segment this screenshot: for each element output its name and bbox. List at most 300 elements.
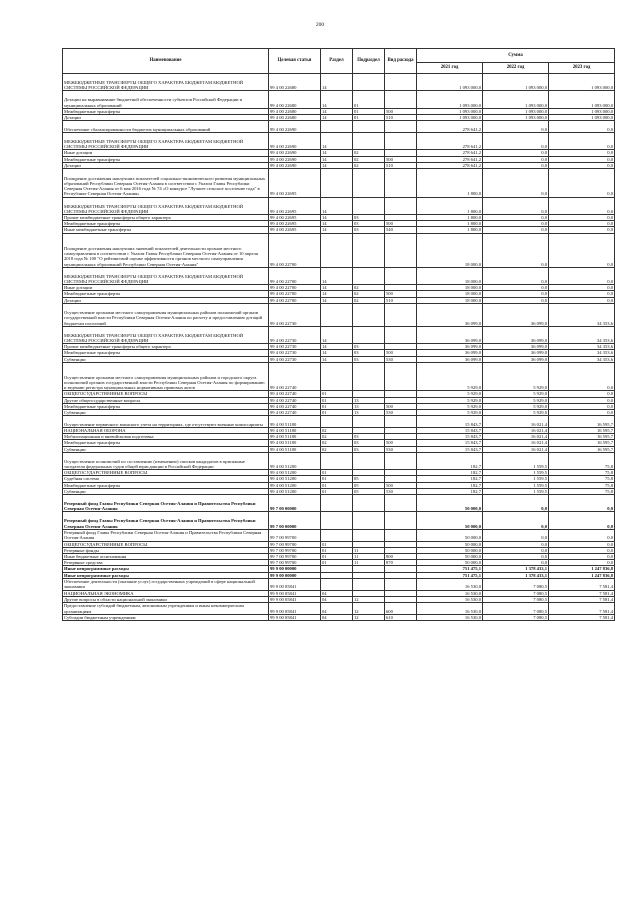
- cell-sum-2022: 1 378 433,1: [483, 572, 549, 578]
- cell-code: 99 7 00 99700: [269, 553, 321, 559]
- cell-sum-2021: 36 099,0: [417, 303, 483, 326]
- cell-subsection: 13: [353, 403, 385, 409]
- cell-name: Дотации: [63, 162, 269, 168]
- cell-section: 14: [321, 114, 353, 120]
- cell-subsection: 02: [353, 291, 385, 297]
- table-row: [63, 233, 615, 267]
- cell-sum-2022: 5 929,0: [483, 397, 549, 403]
- cell-code: 99 4 00 22695: [269, 214, 321, 220]
- cell-sum-2022: 0,0: [483, 156, 549, 162]
- cell-sum-2023: 34 353,6: [549, 326, 615, 343]
- table-row: [63, 121, 615, 133]
- cell-code: 99 7 00 99700: [269, 529, 321, 541]
- cell-section: 02: [321, 440, 353, 446]
- cell-subsection: 03: [353, 446, 385, 452]
- cell-sum-2022: 0,0: [483, 197, 549, 214]
- cell-sum-2022: 0,0: [483, 214, 549, 220]
- cell-code: 99 7 00 00000: [269, 512, 321, 529]
- cell-subsection: [353, 452, 385, 469]
- cell-sum-2022: 0,0: [483, 121, 549, 133]
- cell-sum-2022: 0,0: [483, 553, 549, 559]
- cell-section: 14: [321, 156, 353, 162]
- cell-name: Осуществление полномочий по составлению (изменению) списков кандидатов в присяжные заседатели федеральных судов общей юрисдикции в Российской Федерации: [63, 452, 269, 469]
- cell-sum-2021: 15 843,7: [417, 416, 483, 428]
- cell-sum-2022: 1 093 000,0: [483, 108, 549, 114]
- cell-sum-2022: 36 099,0: [483, 356, 549, 362]
- cell-sum-2023: 75,8: [549, 488, 615, 494]
- cell-section: 14: [321, 267, 353, 284]
- cell-name: ОБЩЕГОСУДАРСТВЕННЫЕ ВОПРОСЫ: [63, 470, 269, 476]
- cell-sum-2021: 1 800,0: [417, 168, 483, 197]
- cell-type: 600: [385, 602, 417, 614]
- cell-section: 14: [321, 356, 353, 362]
- cell-subsection: [353, 578, 385, 590]
- cell-section: [321, 416, 353, 428]
- cell-type: 510: [385, 114, 417, 120]
- cell-code: 99 4 00 22700: [269, 285, 321, 291]
- header-name: Наименование: [63, 49, 269, 74]
- cell-type: [385, 233, 417, 267]
- cell-sum-2022: 1 559,5: [483, 488, 549, 494]
- cell-type: [385, 132, 417, 149]
- cell-sum-2023: 34 353,6: [549, 350, 615, 356]
- cell-code: 99 4 00 22690: [269, 150, 321, 156]
- cell-sum-2022: 1 559,5: [483, 482, 549, 488]
- cell-code: 99 4 00 51200: [269, 452, 321, 469]
- cell-sum-2022: 0,0: [483, 221, 549, 227]
- table-row: [63, 494, 615, 511]
- cell-sum-2021: 16 530,0: [417, 596, 483, 602]
- cell-sum-2023: 7 581,4: [549, 578, 615, 590]
- cell-subsection: [353, 529, 385, 541]
- cell-sum-2022: 5 929,0: [483, 409, 549, 415]
- cell-code: 99 4 00 22730: [269, 344, 321, 350]
- cell-sum-2023: 0,0: [549, 221, 615, 227]
- cell-sum-2022: 1 378 433,1: [483, 566, 549, 572]
- cell-code: 99 4 00 51180: [269, 416, 321, 428]
- cell-sum-2023: 0,0: [549, 132, 615, 149]
- header-sum: Сумма: [417, 49, 615, 63]
- cell-sum-2023: 75,8: [549, 482, 615, 488]
- cell-name: Дотации: [63, 297, 269, 303]
- cell-section: 14: [321, 344, 353, 350]
- cell-code: 99 4 00 51200: [269, 488, 321, 494]
- cell-sum-2023: 0,0: [549, 362, 615, 391]
- cell-subsection: [353, 416, 385, 428]
- cell-sum-2022: 16 021,4: [483, 427, 549, 433]
- budget-table: [62, 48, 615, 621]
- cell-sum-2022: 16 021,4: [483, 446, 549, 452]
- cell-type: 530: [385, 488, 417, 494]
- cell-name: Межбюджетные трансферты: [63, 350, 269, 356]
- cell-sum-2021: 1 093 000,0: [417, 108, 483, 114]
- cell-type: [385, 91, 417, 108]
- cell-subsection: 11: [353, 547, 385, 553]
- cell-sum-2023: 0,0: [549, 512, 615, 529]
- cell-sum-2021: 15 843,7: [417, 446, 483, 452]
- cell-code: 99 9 00 05841: [269, 578, 321, 590]
- cell-type: 500: [385, 403, 417, 409]
- cell-code: 99 4 00 22740: [269, 397, 321, 403]
- cell-section: [321, 529, 353, 541]
- cell-type: 500: [385, 482, 417, 488]
- cell-sum-2023: 0,0: [549, 214, 615, 220]
- cell-type: 530: [385, 446, 417, 452]
- cell-section: [321, 121, 353, 133]
- cell-sum-2021: 278 641,2: [417, 121, 483, 133]
- cell-section: 02: [321, 434, 353, 440]
- cell-sum-2021: 36 099,0: [417, 350, 483, 356]
- header-section: Раздел: [321, 49, 353, 74]
- cell-section: 01: [321, 470, 353, 476]
- cell-sum-2023: 0,0: [549, 197, 615, 214]
- cell-type: [385, 512, 417, 529]
- cell-sum-2022: 0,0: [483, 267, 549, 284]
- cell-type: 530: [385, 356, 417, 362]
- cell-sum-2023: 0,0: [549, 227, 615, 233]
- cell-section: 01: [321, 403, 353, 409]
- cell-type: [385, 416, 417, 428]
- cell-sum-2021: 182,7: [417, 476, 483, 482]
- cell-sum-2023: 16 595,7: [549, 440, 615, 446]
- cell-subsection: [353, 74, 385, 91]
- cell-subsection: [353, 512, 385, 529]
- cell-subsection: 02: [353, 150, 385, 156]
- cell-sum-2023: 34 353,6: [549, 344, 615, 350]
- cell-sum-2022: 7 080,5: [483, 614, 549, 620]
- cell-sum-2021: 50 000,0: [417, 547, 483, 553]
- cell-code: 99 4 00 22690: [269, 132, 321, 149]
- cell-name: Прочие межбюджетные трансферты общего характера: [63, 214, 269, 220]
- cell-sum-2023: 0,0: [549, 156, 615, 162]
- cell-sum-2021: 5 929,0: [417, 397, 483, 403]
- cell-subsection: [353, 303, 385, 326]
- cell-sum-2022: 16 021,4: [483, 416, 549, 428]
- cell-section: 14: [321, 74, 353, 91]
- cell-section: 14: [321, 132, 353, 149]
- cell-code: 99 9 00 05841: [269, 596, 321, 602]
- cell-sum-2023: 0,0: [549, 547, 615, 553]
- cell-section: 14: [321, 285, 353, 291]
- cell-type: [385, 74, 417, 91]
- cell-subsection: [353, 267, 385, 284]
- cell-name: Межбюджетные трансферты: [63, 440, 269, 446]
- cell-sum-2023: 0,0: [549, 403, 615, 409]
- cell-sum-2022: 36 099,0: [483, 326, 549, 343]
- cell-code: 99 4 00 22695: [269, 197, 321, 214]
- cell-type: 510: [385, 297, 417, 303]
- cell-section: [321, 233, 353, 267]
- cell-subsection: 03: [353, 227, 385, 233]
- cell-sum-2021: 50 000,0: [417, 494, 483, 511]
- cell-code: 99 4 00 51200: [269, 476, 321, 482]
- cell-name: Дотации на выравнивание бюджетной обеспеченности субъектов Российской Федерации и муниципальных образований: [63, 91, 269, 108]
- cell-name: НАЦИОНАЛЬНАЯ ЭКОНОМИКА: [63, 590, 269, 596]
- cell-sum-2021: 18 000,0: [417, 291, 483, 297]
- cell-sum-2022: 1 559,5: [483, 476, 549, 482]
- cell-code: 99 7 00 00000: [269, 494, 321, 511]
- cell-subsection: [353, 168, 385, 197]
- cell-section: 02: [321, 446, 353, 452]
- cell-subsection: 05: [353, 482, 385, 488]
- cell-subsection: [353, 233, 385, 267]
- cell-sum-2023: 7 581,4: [549, 602, 615, 614]
- cell-subsection: 12: [353, 602, 385, 614]
- cell-name: Поощрение достижения наилучших значений показателей деятельности органов местного самоуправления в соответствии с Указом Главы Республики Северная Осетия-Алания от 10 апреля 2018 года № 100 "О рейтинговой оценке эффективности органов местного самоуправления муниципальных образований Республики Северная Осетия-Алания": [63, 233, 269, 267]
- cell-sum-2022: 7 080,5: [483, 596, 549, 602]
- cell-sum-2023: 0,0: [549, 285, 615, 291]
- cell-subsection: 13: [353, 397, 385, 403]
- cell-sum-2021: 5 929,0: [417, 409, 483, 415]
- cell-section: [321, 494, 353, 511]
- cell-sum-2021: 18 000,0: [417, 267, 483, 284]
- cell-sum-2023: 0,0: [549, 494, 615, 511]
- cell-subsection: 02: [353, 156, 385, 162]
- cell-type: 500: [385, 108, 417, 114]
- cell-subsection: 01: [353, 91, 385, 108]
- cell-sum-2021: 18 000,0: [417, 297, 483, 303]
- cell-sum-2022: 1 559,5: [483, 470, 549, 476]
- cell-code: 99 4 00 22740: [269, 403, 321, 409]
- cell-name: Другие общегосударственные вопросы: [63, 397, 269, 403]
- cell-sum-2023: 1 093 000,0: [549, 74, 615, 91]
- table-row: [63, 74, 615, 91]
- cell-name: Судебная система: [63, 476, 269, 482]
- cell-sum-2022: 0,0: [483, 227, 549, 233]
- cell-sum-2021: 15 843,7: [417, 427, 483, 433]
- cell-type: [385, 168, 417, 197]
- cell-sum-2023: 0,0: [549, 233, 615, 267]
- cell-name: МЕЖБЮДЖЕТНЫЕ ТРАНСФЕРТЫ ОБЩЕГО ХАРАКТЕРА БЮДЖЕТАМ БЮДЖЕТНОЙ СИСТЕМЫ РОССИЙСКОЙ ФЕДЕРАЦИИ: [63, 132, 269, 149]
- table-body: [63, 74, 615, 621]
- cell-code: 99 9 00 05841: [269, 602, 321, 614]
- cell-type: [385, 452, 417, 469]
- cell-subsection: 01: [353, 108, 385, 114]
- cell-type: 540: [385, 227, 417, 233]
- cell-section: 02: [321, 427, 353, 433]
- page-number: 200: [315, 22, 325, 28]
- cell-name: МЕЖБЮДЖЕТНЫЕ ТРАНСФЕРТЫ ОБЩЕГО ХАРАКТЕРА БЮДЖЕТАМ БЮДЖЕТНОЙ СИСТЕМЫ РОССИЙСКОЙ ФЕДЕРАЦИИ: [63, 74, 269, 91]
- cell-sum-2021: 36 099,0: [417, 356, 483, 362]
- cell-name: Прочие межбюджетные трансферты общего характера: [63, 344, 269, 350]
- cell-subsection: 02: [353, 285, 385, 291]
- cell-section: 01: [321, 560, 353, 566]
- cell-sum-2023: 0,0: [549, 297, 615, 303]
- cell-section: [321, 512, 353, 529]
- cell-sum-2021: 1 800,0: [417, 197, 483, 214]
- cell-type: 510: [385, 162, 417, 168]
- cell-section: [321, 578, 353, 590]
- cell-name: Предоставление субсидий бюджетным, автономным учреждениям и иным некоммерческим организациям: [63, 602, 269, 614]
- table-row: [63, 197, 615, 214]
- cell-sum-2021: 1 093 000,0: [417, 91, 483, 108]
- cell-code: 99 4 00 22690: [269, 162, 321, 168]
- table-row: [63, 512, 615, 529]
- cell-section: 04: [321, 596, 353, 602]
- cell-section: 01: [321, 409, 353, 415]
- cell-section: 01: [321, 547, 353, 553]
- cell-sum-2021: 50 000,0: [417, 512, 483, 529]
- table-row: [63, 602, 615, 614]
- cell-code: 99 4 00 22700: [269, 297, 321, 303]
- cell-section: 14: [321, 326, 353, 343]
- cell-sum-2023: 0,0: [549, 150, 615, 156]
- table-row: [63, 614, 615, 620]
- cell-subsection: 02: [353, 297, 385, 303]
- cell-type: [385, 197, 417, 214]
- cell-sum-2021: 182,7: [417, 488, 483, 494]
- cell-name: Субвенции: [63, 409, 269, 415]
- cell-code: 99 4 00 22680: [269, 91, 321, 108]
- cell-sum-2021: 16 530,0: [417, 614, 483, 620]
- cell-code: 99 4 00 22730: [269, 303, 321, 326]
- cell-subsection: 11: [353, 553, 385, 559]
- cell-sum-2022: 0,0: [483, 150, 549, 156]
- cell-sum-2021: 278 641,2: [417, 156, 483, 162]
- header-year-2023: 2023 год: [549, 63, 615, 74]
- cell-code: 99 4 00 51180: [269, 434, 321, 440]
- cell-name: ОБЩЕГОСУДАРСТВЕННЫЕ ВОПРОСЫ: [63, 391, 269, 397]
- cell-code: 99 4 00 51180: [269, 427, 321, 433]
- cell-sum-2023: 0,0: [549, 162, 615, 168]
- cell-name: Дотации: [63, 114, 269, 120]
- cell-type: 800: [385, 553, 417, 559]
- cell-sum-2023: 0,0: [549, 397, 615, 403]
- cell-sum-2021: 751 475,1: [417, 572, 483, 578]
- cell-name: Межбюджетные трансферты: [63, 108, 269, 114]
- cell-sum-2023: 1 093 000,0: [549, 114, 615, 120]
- cell-name: НАЦИОНАЛЬНАЯ ОБОРОНА: [63, 427, 269, 433]
- cell-name: МЕЖБЮДЖЕТНЫЕ ТРАНСФЕРТЫ ОБЩЕГО ХАРАКТЕРА БЮДЖЕТАМ БЮДЖЕТНОЙ СИСТЕМЫ РОССИЙСКОЙ ФЕДЕРАЦИИ: [63, 326, 269, 343]
- cell-code: 99 4 00 22740: [269, 409, 321, 415]
- cell-name: Иные бюджетные ассигнования: [63, 553, 269, 559]
- cell-type: [385, 303, 417, 326]
- cell-name: Резервный фонд Главы Республики Северная Осетия-Алания и Правительства Республики Северная Осетия-Алания: [63, 494, 269, 511]
- cell-sum-2021: 1 093 000,0: [417, 114, 483, 120]
- header-type: Вид расхода: [385, 49, 417, 74]
- cell-name: Иные непрограммные расходы: [63, 566, 269, 572]
- cell-type: 870: [385, 560, 417, 566]
- cell-sum-2021: 182,7: [417, 482, 483, 488]
- cell-code: 99 4 00 22695: [269, 227, 321, 233]
- cell-sum-2021: 278 641,2: [417, 132, 483, 149]
- cell-subsection: 03: [353, 440, 385, 446]
- cell-subsection: 01: [353, 114, 385, 120]
- cell-name: Иные дотации: [63, 285, 269, 291]
- cell-sum-2023: 7 581,4: [549, 614, 615, 620]
- cell-sum-2023: 0,0: [549, 409, 615, 415]
- cell-sum-2023: 1 247 836,8: [549, 566, 615, 572]
- cell-sum-2021: 16 530,0: [417, 590, 483, 596]
- cell-code: 99 4 00 22690: [269, 156, 321, 162]
- cell-sum-2022: 0,0: [483, 541, 549, 547]
- cell-sum-2021: 50 000,0: [417, 553, 483, 559]
- cell-sum-2021: 278 641,2: [417, 162, 483, 168]
- cell-type: [385, 362, 417, 391]
- cell-sum-2023: 75,8: [549, 470, 615, 476]
- cell-type: [385, 121, 417, 133]
- cell-sum-2021: 1 800,0: [417, 214, 483, 220]
- cell-sum-2021: 182,7: [417, 452, 483, 469]
- cell-sum-2022: 0,0: [483, 132, 549, 149]
- cell-sum-2023: 1 093 000,0: [549, 108, 615, 114]
- cell-section: 14: [321, 297, 353, 303]
- cell-section: 01: [321, 553, 353, 559]
- cell-sum-2021: 5 929,0: [417, 362, 483, 391]
- cell-name: МЕЖБЮДЖЕТНЫЕ ТРАНСФЕРТЫ ОБЩЕГО ХАРАКТЕРА БЮДЖЕТАМ БЮДЖЕТНОЙ СИСТЕМЫ РОССИЙСКОЙ ФЕДЕРАЦИИ: [63, 197, 269, 214]
- cell-code: 99 4 00 22695: [269, 221, 321, 227]
- cell-sum-2023: 0,0: [549, 553, 615, 559]
- cell-sum-2023: 0,0: [549, 529, 615, 541]
- cell-sum-2022: 5 929,0: [483, 391, 549, 397]
- cell-name: Осуществление органами местного самоуправления муниципальных районов полномочий органов государственной власти Республики Северная Осетия-Алания по расчету и предоставлению дотаций бюджетам поселений: [63, 303, 269, 326]
- cell-code: 99 7 00 99700: [269, 541, 321, 547]
- cell-code: 99 4 00 51200: [269, 482, 321, 488]
- cell-name: Межбюджетные трансферты: [63, 482, 269, 488]
- cell-subsection: 13: [353, 409, 385, 415]
- cell-sum-2023: 75,8: [549, 452, 615, 469]
- cell-name: Межбюджетные трансферты: [63, 403, 269, 409]
- cell-code: 99 9 00 00000: [269, 566, 321, 572]
- cell-subsection: 03: [353, 356, 385, 362]
- cell-section: [321, 362, 353, 391]
- table-row: [63, 529, 615, 541]
- cell-type: 610: [385, 614, 417, 620]
- cell-type: [385, 267, 417, 284]
- cell-name: Мобилизационная и вневойсковая подготовка: [63, 434, 269, 440]
- header-year-2022: 2022 год: [483, 63, 549, 74]
- cell-sum-2021: 50 000,0: [417, 541, 483, 547]
- cell-sum-2021: 18 000,0: [417, 233, 483, 267]
- cell-sum-2022: 0,0: [483, 285, 549, 291]
- table-row: [63, 91, 615, 108]
- cell-section: 01: [321, 541, 353, 547]
- cell-sum-2022: 5 929,0: [483, 403, 549, 409]
- cell-name: Поощрение достижения наилучших показателей социально-экономического развития муниципальных образований Республики Северная Осетия-Алания в соответствии с Указом Главы Республики Северная Осетия-Алания от 6 мая 2016 года № 74 «О конкурсе "Лучшее сельское поселение года" в Республике Северная Осетия-Алания»: [63, 168, 269, 197]
- cell-subsection: 03: [353, 221, 385, 227]
- table-row: [63, 303, 615, 326]
- cell-section: 01: [321, 391, 353, 397]
- cell-subsection: [353, 362, 385, 391]
- cell-code: 99 4 00 22740: [269, 362, 321, 391]
- cell-code: 99 4 00 22680: [269, 108, 321, 114]
- cell-section: 04: [321, 602, 353, 614]
- cell-type: 500: [385, 440, 417, 446]
- cell-subsection: 12: [353, 596, 385, 602]
- cell-sum-2022: 36 099,0: [483, 303, 549, 326]
- cell-sum-2021: 278 641,2: [417, 150, 483, 156]
- cell-type: 530: [385, 409, 417, 415]
- cell-name: Обеспечение сбалансированности бюджетов муниципальных образований: [63, 121, 269, 133]
- cell-section: 14: [321, 197, 353, 214]
- cell-name: Субвенции: [63, 488, 269, 494]
- cell-subsection: [353, 132, 385, 149]
- cell-section: 01: [321, 482, 353, 488]
- cell-code: 99 4 00 22700: [269, 291, 321, 297]
- cell-sum-2022: 0,0: [483, 512, 549, 529]
- cell-section: 01: [321, 488, 353, 494]
- cell-code: 99 9 00 00000: [269, 572, 321, 578]
- cell-sum-2022: 16 021,4: [483, 434, 549, 440]
- cell-name: ОБЩЕГОСУДАРСТВЕННЫЕ ВОПРОСЫ: [63, 541, 269, 547]
- cell-sum-2021: 1 800,0: [417, 227, 483, 233]
- cell-code: 99 4 00 51180: [269, 446, 321, 452]
- cell-sum-2021: 5 929,0: [417, 403, 483, 409]
- cell-section: 14: [321, 150, 353, 156]
- cell-sum-2023: 16 595,7: [549, 416, 615, 428]
- cell-sum-2023: 0,0: [549, 541, 615, 547]
- cell-code: 99 4 00 22700: [269, 267, 321, 284]
